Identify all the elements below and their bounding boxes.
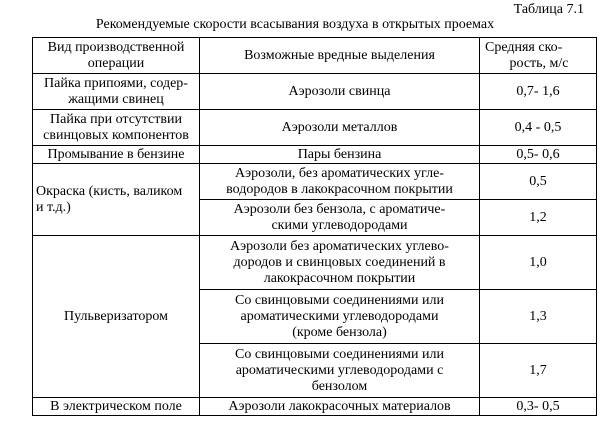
emission-cell: Со свинцовыми соединениями или ароматическими углеводородами с бензолом xyxy=(200,344,480,398)
table-row xyxy=(33,236,597,290)
emission-cell: Аэрозоли свинца xyxy=(200,74,480,110)
emission-cell: Пары бензина xyxy=(200,146,480,164)
speed-cell: 0,7- 1,6 xyxy=(480,74,597,110)
table-row xyxy=(33,146,597,164)
speed-cell: 1,7 xyxy=(480,344,597,398)
speed-cell: 0,5 xyxy=(480,164,597,200)
table-number: Таблица 7.1 xyxy=(513,2,584,17)
emission-cell: Со свинцовыми соединениями или ароматическими углеводородами (кроме бензола) xyxy=(200,290,480,344)
operation-cell: Пайка припоями, содер- жащими свинец xyxy=(33,74,200,110)
operation-cell: Промывание в бензине xyxy=(33,146,200,164)
speed-cell: 0,4 - 0,5 xyxy=(480,110,597,146)
table-caption: Рекомендуемые скорости всасывания воздуха в открытых проемах xyxy=(95,17,495,32)
table-row xyxy=(33,110,597,146)
header-emissions: Возможные вредные выделения xyxy=(200,38,480,74)
table-row xyxy=(33,398,597,416)
speed-cell: 0,3- 0,5 xyxy=(480,398,597,416)
emission-cell: Аэрозоли без бензола, с ароматиче- скими углеводородами xyxy=(200,200,480,236)
header-operation: Вид производственной операции xyxy=(33,38,200,74)
table-row xyxy=(33,164,597,200)
emission-cell: Аэрозоли металлов xyxy=(200,110,480,146)
operation-cell: Окраска (кисть, валиком и т.д.) xyxy=(33,164,200,236)
header-row xyxy=(33,38,597,74)
speed-cell: 1,0 xyxy=(480,236,597,290)
header-speed: Средняя ско- рость, м/с xyxy=(480,38,597,74)
operation-cell: Пульверизатором xyxy=(33,236,200,398)
emission-cell: Аэрозоли без ароматических углево- дородов и свинцовых соединений в лакокрасочном покрытии xyxy=(200,236,480,290)
table-row xyxy=(33,74,597,110)
speed-cell: 1,3 xyxy=(480,290,597,344)
emission-cell: Аэрозоли, без ароматических угле- водородов в лакокрасочном покрытии xyxy=(200,164,480,200)
emission-cell: Аэрозоли лакокрасочных материалов xyxy=(200,398,480,416)
operation-cell: В электрическом поле xyxy=(33,398,200,416)
speed-cell: 0,5- 0,6 xyxy=(480,146,597,164)
speed-cell: 1,2 xyxy=(480,200,597,236)
air-speed-table xyxy=(32,37,597,416)
operation-cell: Пайка при отсутствии свинцовых компонентов xyxy=(33,110,200,146)
